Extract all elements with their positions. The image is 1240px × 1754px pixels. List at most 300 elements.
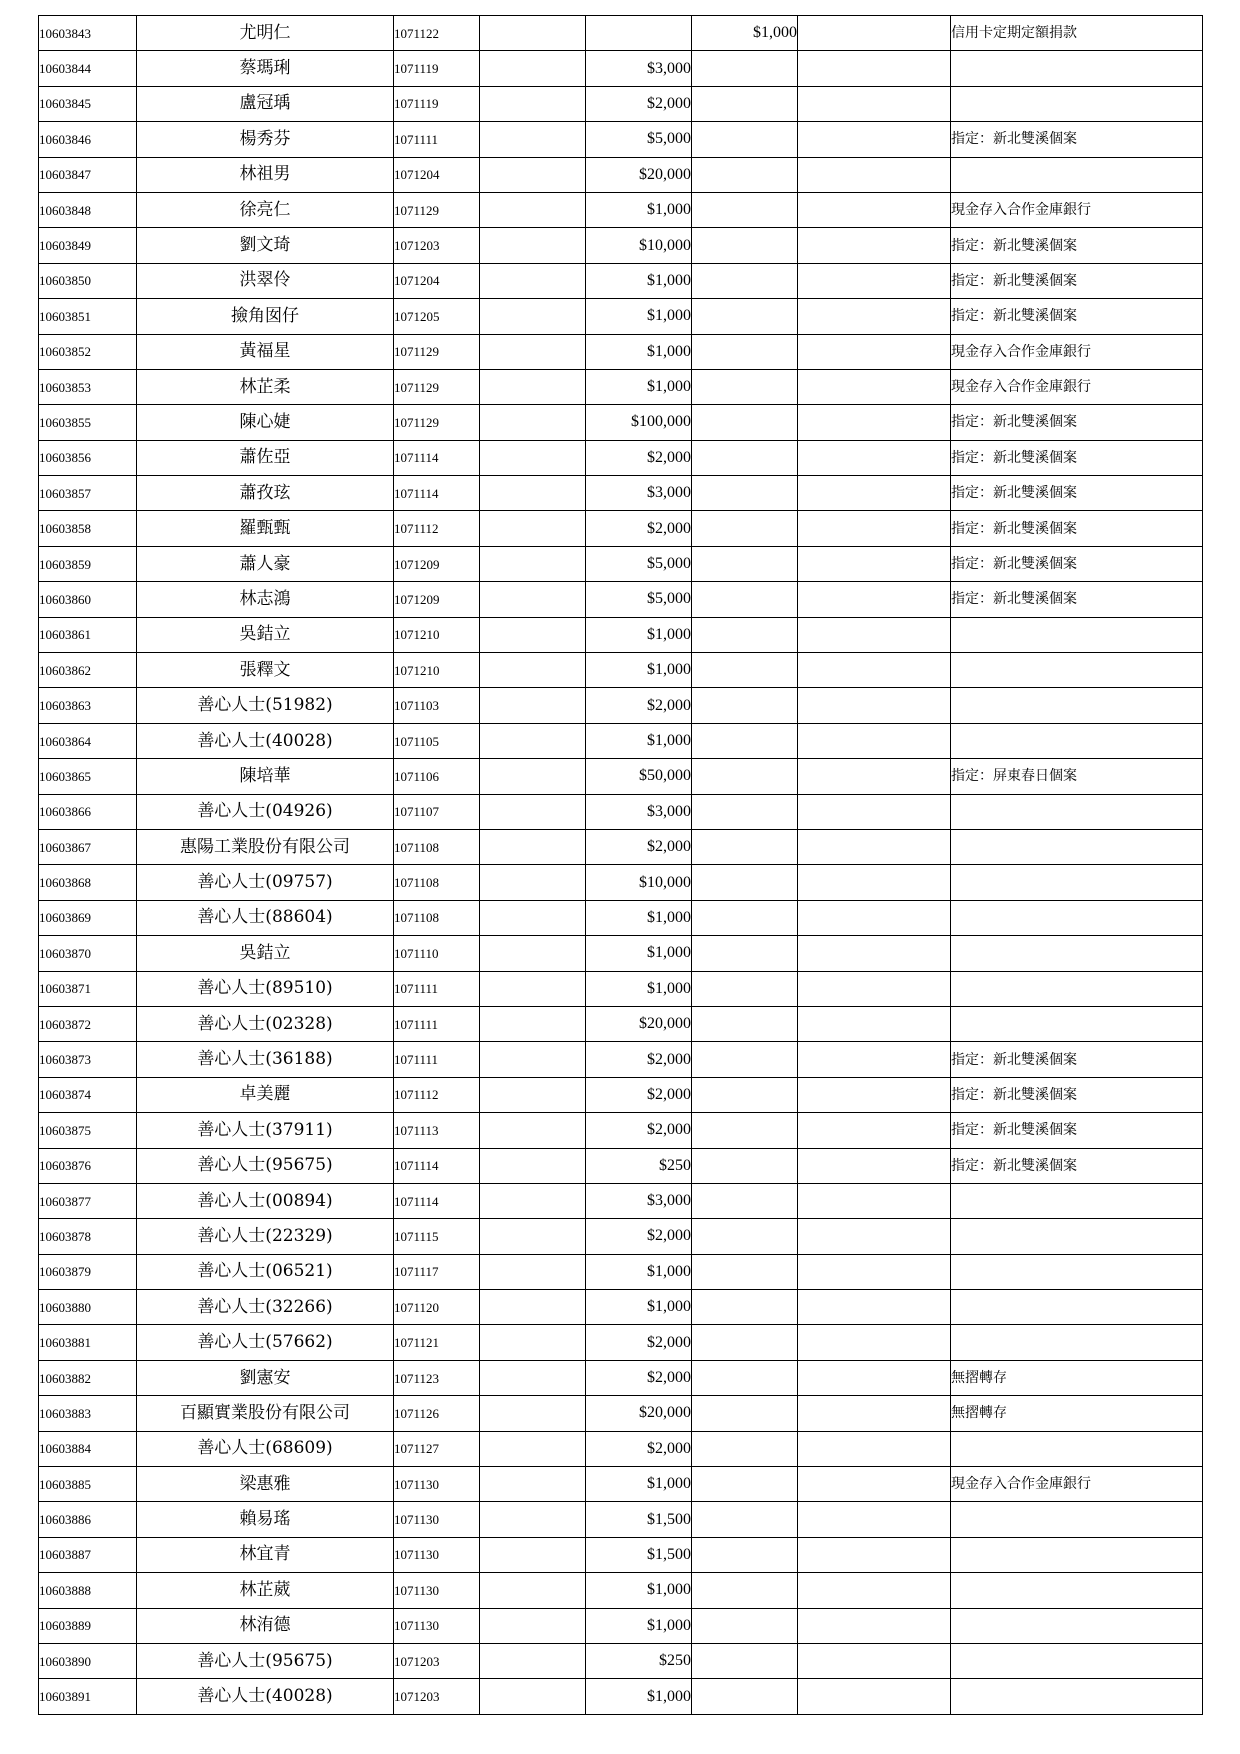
amount-cell: $1,000	[586, 617, 692, 652]
remark-cell	[951, 829, 1203, 864]
remark-cell: 指定：新北雙溪個案	[951, 263, 1203, 298]
empty-cell	[480, 476, 586, 511]
empty-cell	[480, 1608, 586, 1643]
donation-date-cell: 1071129	[394, 192, 480, 227]
empty-cell	[480, 1325, 586, 1360]
empty-cell	[480, 263, 586, 298]
empty-cell	[798, 1006, 951, 1041]
table-row	[39, 1077, 1203, 1112]
card-amount-cell	[692, 1254, 798, 1289]
empty-cell	[480, 900, 586, 935]
table-row	[39, 1006, 1203, 1041]
remark-cell: 指定：新北雙溪個案	[951, 1077, 1203, 1112]
card-amount-cell	[692, 1679, 798, 1714]
receipt-number-cell: 10603857	[39, 476, 137, 511]
table-row	[39, 192, 1203, 227]
card-amount-cell	[692, 971, 798, 1006]
remark-cell	[951, 794, 1203, 829]
empty-cell	[480, 794, 586, 829]
donation-date-cell: 1071209	[394, 582, 480, 617]
donation-date-cell: 1071108	[394, 900, 480, 935]
donor-name-cell: 梁惠雅	[137, 1467, 394, 1502]
donor-name-cell: 洪翠伶	[137, 263, 394, 298]
receipt-number-cell: 10603860	[39, 582, 137, 617]
empty-cell	[798, 617, 951, 652]
table-row	[39, 1148, 1203, 1183]
remark-cell	[951, 1537, 1203, 1572]
amount-cell: $1,500	[586, 1537, 692, 1572]
table-row	[39, 16, 1203, 51]
amount-cell: $1,000	[586, 723, 692, 758]
empty-cell	[480, 546, 586, 581]
empty-cell	[480, 334, 586, 369]
empty-cell	[798, 86, 951, 121]
card-amount-cell: $1,000	[692, 16, 798, 51]
empty-cell	[480, 157, 586, 192]
donor-name-cell: 善心人士(40028)	[137, 1679, 394, 1714]
table-row	[39, 1643, 1203, 1678]
donation-date-cell: 1071203	[394, 1679, 480, 1714]
table-row	[39, 1042, 1203, 1077]
empty-cell	[798, 16, 951, 51]
empty-cell	[480, 759, 586, 794]
empty-cell	[798, 1360, 951, 1395]
table-row	[39, 1325, 1203, 1360]
donor-name-cell: 林祖男	[137, 157, 394, 192]
empty-cell	[480, 865, 586, 900]
donation-date-cell: 1071114	[394, 440, 480, 475]
receipt-number-cell: 10603844	[39, 51, 137, 86]
donor-name-cell: 善心人士(95675)	[137, 1148, 394, 1183]
table-row	[39, 1290, 1203, 1325]
remark-cell: 現金存入合作金庫銀行	[951, 369, 1203, 404]
card-amount-cell	[692, 1360, 798, 1395]
donor-name-cell: 善心人士(32266)	[137, 1290, 394, 1325]
donation-date-cell: 1071130	[394, 1537, 480, 1572]
table-row	[39, 299, 1203, 334]
donation-date-cell: 1071105	[394, 723, 480, 758]
empty-cell	[798, 759, 951, 794]
amount-cell: $1,000	[586, 299, 692, 334]
receipt-number-cell: 10603871	[39, 971, 137, 1006]
remark-cell: 指定：新北雙溪個案	[951, 476, 1203, 511]
remark-cell: 指定：屏東春日個案	[951, 759, 1203, 794]
amount-cell: $2,000	[586, 1077, 692, 1112]
card-amount-cell	[692, 900, 798, 935]
remark-cell	[951, 1219, 1203, 1254]
donation-date-cell: 1071129	[394, 334, 480, 369]
empty-cell	[798, 1042, 951, 1077]
donation-date-cell: 1071111	[394, 1042, 480, 1077]
empty-cell	[798, 228, 951, 263]
card-amount-cell	[692, 86, 798, 121]
donor-name-cell: 惠陽工業股份有限公司	[137, 829, 394, 864]
empty-cell	[798, 157, 951, 192]
receipt-number-cell: 10603878	[39, 1219, 137, 1254]
remark-cell	[951, 617, 1203, 652]
table-row	[39, 617, 1203, 652]
donor-name-cell: 善心人士(36188)	[137, 1042, 394, 1077]
card-amount-cell	[692, 440, 798, 475]
amount-cell: $1,000	[586, 263, 692, 298]
table-row	[39, 1431, 1203, 1466]
empty-cell	[798, 440, 951, 475]
empty-cell	[480, 1643, 586, 1678]
empty-cell	[798, 1679, 951, 1714]
card-amount-cell	[692, 723, 798, 758]
remark-cell: 現金存入合作金庫銀行	[951, 1467, 1203, 1502]
receipt-number-cell: 10603861	[39, 617, 137, 652]
table-row	[39, 936, 1203, 971]
card-amount-cell	[692, 1006, 798, 1041]
card-amount-cell	[692, 1396, 798, 1431]
empty-cell	[798, 723, 951, 758]
donor-name-cell: 羅甄甄	[137, 511, 394, 546]
amount-cell: $1,000	[586, 1608, 692, 1643]
receipt-number-cell: 10603885	[39, 1467, 137, 1502]
empty-cell	[480, 1183, 586, 1218]
empty-cell	[480, 299, 586, 334]
donation-date-cell: 1071127	[394, 1431, 480, 1466]
remark-cell	[951, 1325, 1203, 1360]
donation-date-cell: 1071120	[394, 1290, 480, 1325]
amount-cell: $3,000	[586, 1183, 692, 1218]
table-row	[39, 440, 1203, 475]
empty-cell	[798, 1077, 951, 1112]
amount-cell: $1,000	[586, 1290, 692, 1325]
amount-cell: $250	[586, 1643, 692, 1678]
empty-cell	[480, 1502, 586, 1537]
remark-cell	[951, 1254, 1203, 1289]
remark-cell	[951, 653, 1203, 688]
donation-date-cell: 1071112	[394, 1077, 480, 1112]
donation-date-cell: 1071130	[394, 1467, 480, 1502]
remark-cell: 指定：新北雙溪個案	[951, 582, 1203, 617]
receipt-number-cell: 10603848	[39, 192, 137, 227]
empty-cell	[798, 688, 951, 723]
receipt-number-cell: 10603864	[39, 723, 137, 758]
empty-cell	[480, 1042, 586, 1077]
receipt-number-cell: 10603883	[39, 1396, 137, 1431]
empty-cell	[798, 1573, 951, 1608]
card-amount-cell	[692, 228, 798, 263]
donation-date-cell: 1071107	[394, 794, 480, 829]
remark-cell	[951, 936, 1203, 971]
donation-date-cell: 1071205	[394, 299, 480, 334]
remark-cell	[951, 86, 1203, 121]
donation-date-cell: 1071114	[394, 1148, 480, 1183]
donation-date-cell: 1071204	[394, 157, 480, 192]
donation-date-cell: 1071126	[394, 1396, 480, 1431]
receipt-number-cell: 10603863	[39, 688, 137, 723]
empty-cell	[798, 900, 951, 935]
empty-cell	[798, 1290, 951, 1325]
empty-cell	[798, 1537, 951, 1572]
amount-cell: $2,000	[586, 86, 692, 121]
donor-name-cell: 蕭孜玹	[137, 476, 394, 511]
donor-name-cell: 善心人士(68609)	[137, 1431, 394, 1466]
amount-cell: $2,000	[586, 829, 692, 864]
donor-name-cell: 善心人士(04926)	[137, 794, 394, 829]
empty-cell	[480, 936, 586, 971]
amount-cell: $50,000	[586, 759, 692, 794]
receipt-number-cell: 10603875	[39, 1113, 137, 1148]
donation-date-cell: 1071204	[394, 263, 480, 298]
amount-cell: $2,000	[586, 1113, 692, 1148]
card-amount-cell	[692, 334, 798, 369]
card-amount-cell	[692, 51, 798, 86]
amount-cell: $1,000	[586, 334, 692, 369]
receipt-number-cell: 10603846	[39, 122, 137, 157]
card-amount-cell	[692, 617, 798, 652]
remark-cell: 指定：新北雙溪個案	[951, 228, 1203, 263]
amount-cell: $2,000	[586, 1325, 692, 1360]
empty-cell	[480, 582, 586, 617]
donor-name-cell: 陳培華	[137, 759, 394, 794]
donation-date-cell: 1071130	[394, 1608, 480, 1643]
donor-name-cell: 林志鴻	[137, 582, 394, 617]
card-amount-cell	[692, 122, 798, 157]
donation-date-cell: 1071113	[394, 1113, 480, 1148]
card-amount-cell	[692, 405, 798, 440]
donation-date-cell: 1071106	[394, 759, 480, 794]
table-row	[39, 1183, 1203, 1218]
donor-name-cell: 善心人士(09757)	[137, 865, 394, 900]
card-amount-cell	[692, 263, 798, 298]
amount-cell: $2,000	[586, 1431, 692, 1466]
empty-cell	[480, 1537, 586, 1572]
table-row	[39, 1113, 1203, 1148]
empty-cell	[798, 51, 951, 86]
card-amount-cell	[692, 1608, 798, 1643]
amount-cell: $2,000	[586, 1360, 692, 1395]
amount-cell: $10,000	[586, 865, 692, 900]
remark-cell	[951, 865, 1203, 900]
receipt-number-cell: 10603849	[39, 228, 137, 263]
empty-cell	[798, 476, 951, 511]
donor-name-cell: 陳心婕	[137, 405, 394, 440]
empty-cell	[480, 86, 586, 121]
donation-date-cell: 1071108	[394, 865, 480, 900]
remark-cell: 指定：新北雙溪個案	[951, 405, 1203, 440]
card-amount-cell	[692, 1643, 798, 1678]
empty-cell	[480, 1679, 586, 1714]
empty-cell	[798, 1183, 951, 1218]
remark-cell	[951, 1431, 1203, 1466]
table-row	[39, 334, 1203, 369]
remark-cell: 無摺轉存	[951, 1360, 1203, 1395]
empty-cell	[798, 936, 951, 971]
card-amount-cell	[692, 1148, 798, 1183]
card-amount-cell	[692, 476, 798, 511]
remark-cell: 現金存入合作金庫銀行	[951, 192, 1203, 227]
remark-cell	[951, 51, 1203, 86]
amount-cell: $1,000	[586, 192, 692, 227]
empty-cell	[480, 1254, 586, 1289]
receipt-number-cell: 10603888	[39, 1573, 137, 1608]
donor-name-cell: 蔡瑪琍	[137, 51, 394, 86]
receipt-number-cell: 10603851	[39, 299, 137, 334]
amount-cell: $1,000	[586, 900, 692, 935]
donation-date-cell: 1071111	[394, 1006, 480, 1041]
empty-cell	[798, 1325, 951, 1360]
remark-cell	[951, 900, 1203, 935]
donor-name-cell: 善心人士(51982)	[137, 688, 394, 723]
table-row	[39, 1537, 1203, 1572]
table-row	[39, 759, 1203, 794]
amount-cell: $1,000	[586, 1467, 692, 1502]
remark-cell: 信用卡定期定額捐款	[951, 16, 1203, 51]
empty-cell	[480, 829, 586, 864]
donor-name-cell: 尤明仁	[137, 16, 394, 51]
remark-cell: 指定：新北雙溪個案	[951, 122, 1203, 157]
empty-cell	[480, 1077, 586, 1112]
amount-cell: $10,000	[586, 228, 692, 263]
donation-table	[38, 15, 1203, 1715]
card-amount-cell	[692, 1219, 798, 1254]
empty-cell	[480, 1006, 586, 1041]
remark-cell: 指定：新北雙溪個案	[951, 440, 1203, 475]
remark-cell: 指定：新北雙溪個案	[951, 511, 1203, 546]
table-row	[39, 1467, 1203, 1502]
donation-table-body	[39, 16, 1203, 1715]
empty-cell	[480, 1360, 586, 1395]
empty-cell	[480, 228, 586, 263]
empty-cell	[798, 1431, 951, 1466]
empty-cell	[798, 1113, 951, 1148]
empty-cell	[480, 440, 586, 475]
remark-cell	[951, 723, 1203, 758]
empty-cell	[480, 617, 586, 652]
receipt-number-cell: 10603877	[39, 1183, 137, 1218]
receipt-number-cell: 10603852	[39, 334, 137, 369]
table-row	[39, 157, 1203, 192]
card-amount-cell	[692, 157, 798, 192]
table-row	[39, 829, 1203, 864]
empty-cell	[480, 1290, 586, 1325]
donor-name-cell: 林宜青	[137, 1537, 394, 1572]
table-row	[39, 971, 1203, 1006]
donor-name-cell: 卓美麗	[137, 1077, 394, 1112]
amount-cell: $1,000	[586, 369, 692, 404]
table-row	[39, 86, 1203, 121]
card-amount-cell	[692, 829, 798, 864]
donor-name-cell: 黃福星	[137, 334, 394, 369]
table-row	[39, 1679, 1203, 1714]
donation-date-cell: 1071123	[394, 1360, 480, 1395]
donor-name-cell: 善心人士(02328)	[137, 1006, 394, 1041]
table-row	[39, 582, 1203, 617]
remark-cell	[951, 157, 1203, 192]
card-amount-cell	[692, 1113, 798, 1148]
empty-cell	[798, 1254, 951, 1289]
amount-cell: $20,000	[586, 157, 692, 192]
empty-cell	[480, 1431, 586, 1466]
receipt-number-cell: 10603853	[39, 369, 137, 404]
empty-cell	[480, 122, 586, 157]
amount-cell: $1,000	[586, 653, 692, 688]
donation-date-cell: 1071130	[394, 1502, 480, 1537]
receipt-number-cell: 10603865	[39, 759, 137, 794]
empty-cell	[480, 1396, 586, 1431]
amount-cell: $20,000	[586, 1006, 692, 1041]
donation-date-cell: 1071117	[394, 1254, 480, 1289]
card-amount-cell	[692, 582, 798, 617]
donation-date-cell: 1071130	[394, 1573, 480, 1608]
table-row	[39, 369, 1203, 404]
donation-date-cell: 1071121	[394, 1325, 480, 1360]
empty-cell	[798, 511, 951, 546]
remark-cell	[951, 1608, 1203, 1643]
remark-cell	[951, 688, 1203, 723]
receipt-number-cell: 10603882	[39, 1360, 137, 1395]
remark-cell	[951, 1679, 1203, 1714]
table-row	[39, 1608, 1203, 1643]
donor-name-cell: 善心人士(06521)	[137, 1254, 394, 1289]
card-amount-cell	[692, 1042, 798, 1077]
amount-cell: $1,000	[586, 1573, 692, 1608]
empty-cell	[798, 546, 951, 581]
empty-cell	[798, 299, 951, 334]
card-amount-cell	[692, 1183, 798, 1218]
receipt-number-cell: 10603866	[39, 794, 137, 829]
donation-date-cell: 1071209	[394, 546, 480, 581]
table-row	[39, 865, 1203, 900]
donor-name-cell: 劉文琦	[137, 228, 394, 263]
donor-name-cell: 善心人士(40028)	[137, 723, 394, 758]
receipt-number-cell: 10603873	[39, 1042, 137, 1077]
donation-date-cell: 1071210	[394, 617, 480, 652]
remark-cell	[951, 1643, 1203, 1678]
empty-cell	[798, 263, 951, 298]
card-amount-cell	[692, 653, 798, 688]
remark-cell	[951, 1573, 1203, 1608]
empty-cell	[798, 794, 951, 829]
card-amount-cell	[692, 794, 798, 829]
table-row	[39, 122, 1203, 157]
donation-date-cell: 1071210	[394, 653, 480, 688]
donation-date-cell: 1071111	[394, 122, 480, 157]
donation-date-cell: 1071103	[394, 688, 480, 723]
donation-date-cell: 1071115	[394, 1219, 480, 1254]
card-amount-cell	[692, 688, 798, 723]
donor-name-cell: 盧冠瑀	[137, 86, 394, 121]
receipt-number-cell: 10603847	[39, 157, 137, 192]
receipt-number-cell: 10603869	[39, 900, 137, 935]
amount-cell: $2,000	[586, 1219, 692, 1254]
card-amount-cell	[692, 1467, 798, 1502]
empty-cell	[798, 1643, 951, 1678]
donation-date-cell: 1071108	[394, 829, 480, 864]
donation-date-cell: 1071122	[394, 16, 480, 51]
receipt-number-cell: 10603867	[39, 829, 137, 864]
empty-cell	[480, 369, 586, 404]
table-row	[39, 653, 1203, 688]
donor-name-cell: 百顯實業股份有限公司	[137, 1396, 394, 1431]
donation-date-cell: 1071114	[394, 476, 480, 511]
empty-cell	[798, 334, 951, 369]
receipt-number-cell: 10603881	[39, 1325, 137, 1360]
remark-cell	[951, 1183, 1203, 1218]
amount-cell: $1,000	[586, 1254, 692, 1289]
card-amount-cell	[692, 299, 798, 334]
empty-cell	[480, 511, 586, 546]
remark-cell: 指定：新北雙溪個案	[951, 1042, 1203, 1077]
table-row	[39, 1360, 1203, 1395]
table-row	[39, 1502, 1203, 1537]
remark-cell	[951, 1290, 1203, 1325]
donor-name-cell: 張釋文	[137, 653, 394, 688]
